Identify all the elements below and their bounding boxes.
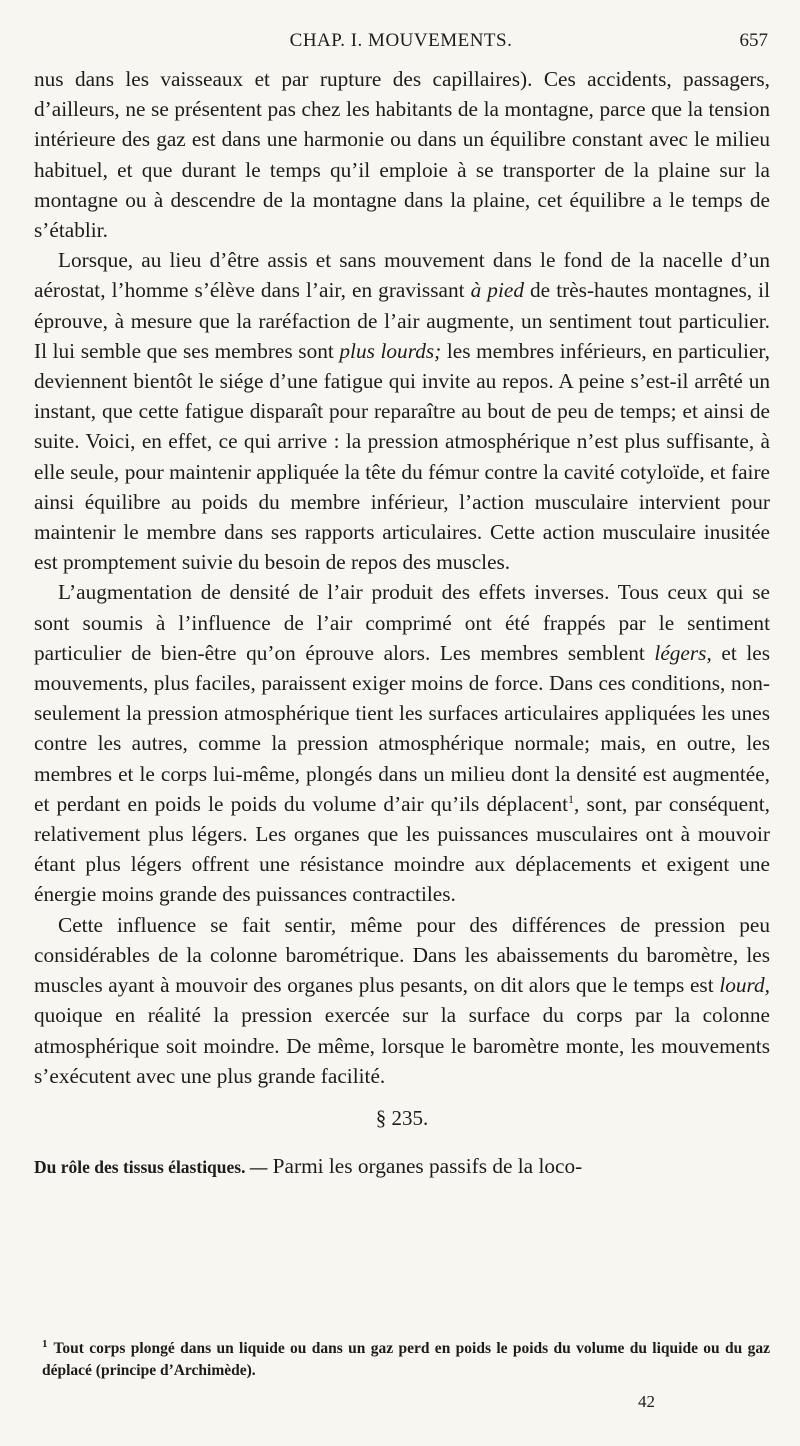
- italic-run: plus lourds;: [339, 338, 442, 363]
- running-title: CHAP. I. MOUVEMENTS.: [289, 30, 513, 51]
- italic-run: à pied: [470, 278, 524, 303]
- text-run: quoique en réalité la pression exercée sur la surface du corps par la colonne atmosphérique soit moindre. De même, lorsque le baromètre monte, les mouvements s’exécutent avec une plus grande facilité.: [34, 1003, 770, 1088]
- footnote: [42, 1333, 770, 1382]
- footnote-reference[interactable]: 1: [568, 791, 575, 806]
- section-heading: § 235.: [375, 1105, 429, 1130]
- footnote-text: Tout corps plongé dans un liquide ou dans un gaz perd en poids le poids du volume du liquide ou du gaz déplacé (principe d’Archimède).: [42, 1340, 770, 1380]
- paragraph-1: nus dans les vaisseaux et par rupture des capillaires). Ces accidents, passagers, d’ailleurs, ne se présentent pas chez les habitants de la montagne, parce que la tension intérieure des gaz est dans une harmonie ou dans un équilibre constant avec le milieu habituel, et que durant le temps qu’il emploie à se transporter de la plaine sur la montagne ou à descendre de la montagne dans la plaine, cet équilibre a le temps de s’établir.: [34, 67, 770, 243]
- italic-run: lourd,: [719, 973, 770, 998]
- text-run: Lorsque, au lieu d’être assis et sans mouvement dans le fond de la nacelle d’un aérostat, l’homme s’élève dans l’air, en gravissant: [34, 248, 770, 303]
- signature-folio: 42: [638, 1392, 655, 1411]
- text-run: , et les mouvements, plus faciles, paraissent exiger moins de force. Dans ces conditions, non-seulement la pression atmosphérique tient les surfaces articulaires appliquées les unes contre les autres, comme la pression atmosphérique normale; mais, en outre, les membres et le corps lui-même, plongés dans un milieu dont la densité est augmentée, et perdant en poids le poids du volume d’air qu’ils déplacent: [34, 640, 771, 816]
- section-lead-paragraph: [34, 1151, 770, 1182]
- italic-run: légers: [654, 640, 707, 665]
- text-run: les membres inférieurs, en particulier, deviennent bientôt le siége d’une fatigue qui invite au repos. A peine s’est-il arrêté un instant, que cette fatigue disparaît pour reparaître au bout de peu de temps; et ainsi de suite. Voici, en effet, ce qui arrive : la pression atmosphérique n’est plus suffisante, à elle seule, pour maintenir appliquée la tête du fémur contre la cavité cotyloïde, et faire ainsi équilibre au poids du membre inférieur, l’action musculaire intervient pour maintenir le membre dans ses rapports articulaires. Cette action musculaire inusitée est promptement suivie du besoin de repos des muscles.: [34, 338, 770, 575]
- text-run: L’augmentation de densité de l’air produit des effets inverses. Tous ceux qui se sont soumis à l’influence de l’air comprimé ont été frappés par le sentiment particulier de bien-être qu’on éprouve alors. Les membres semblent: [34, 580, 770, 665]
- text-run: de très-hautes montagnes, il éprouve, à mesure que la raréfaction de l’air augmente, un sentiment tout particulier. Il lui semble que ses membres sont: [34, 278, 770, 363]
- main-text: [34, 64, 770, 1182]
- running-header: [34, 30, 768, 58]
- section-lead-text: Parmi les organes passifs de la loco-: [267, 1154, 583, 1179]
- text-run: Cette influence se fait sentir, même pour des différences de pression peu considérables de la colonne barométrique. Dans les abaissements du baromètre, les muscles ayant à mouvoir des organes plus pesants, on dit alors que le temps est: [34, 912, 770, 998]
- page-number: 657: [739, 30, 768, 51]
- paragraph-2: [34, 245, 770, 577]
- text-run: , sont, par conséquent, relativement plus légers. Les organes que les puissances musculaires ont à mouvoir étant plus légers offrent une résistance moindre aux déplacements et exigent une énergie moins grande des puissances contractiles.: [34, 791, 770, 907]
- section-lead-title: Du rôle des tissus élastiques. —: [34, 1157, 268, 1178]
- paragraph-3: [34, 577, 770, 909]
- paragraph-4: [34, 910, 770, 1091]
- footnote-mark: 1: [42, 1338, 48, 1350]
